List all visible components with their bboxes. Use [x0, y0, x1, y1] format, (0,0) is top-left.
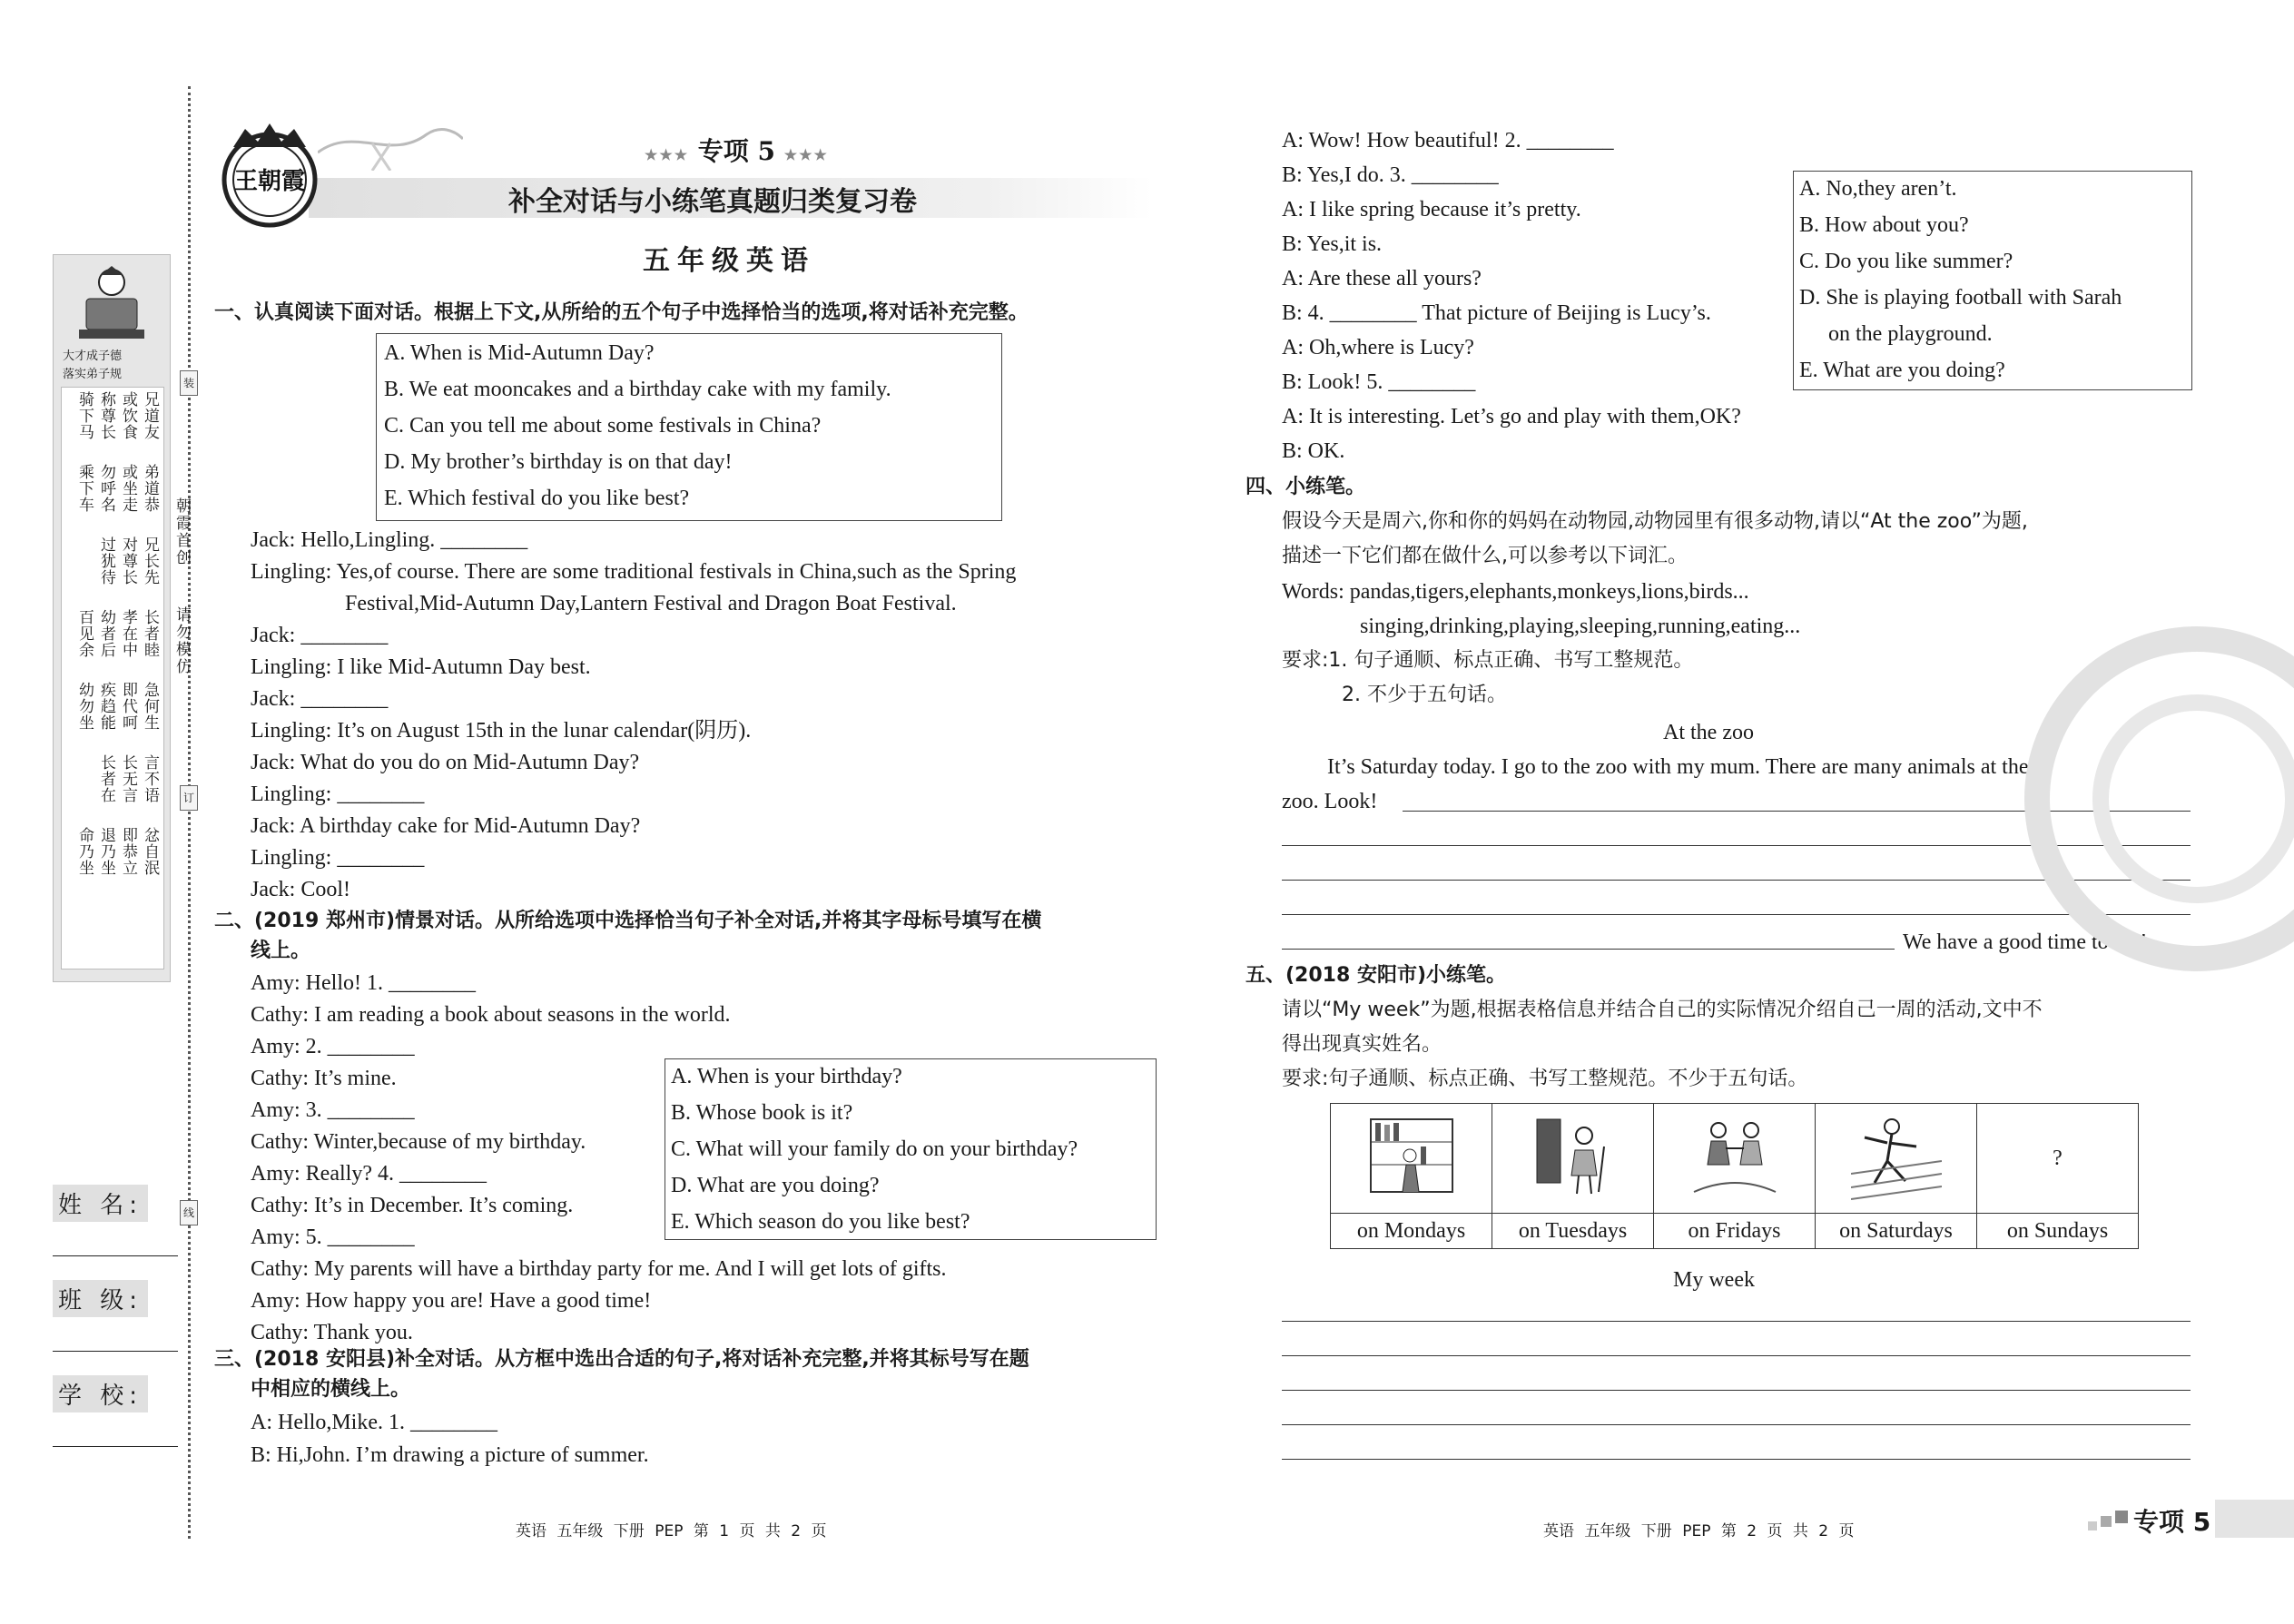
- dialogue-line: Jack: Cool!: [251, 878, 350, 901]
- rule-col: 长无言: [119, 754, 137, 803]
- rule-col: 或饮食: [119, 391, 137, 440]
- class-field[interactable]: [53, 1351, 178, 1352]
- section3-option-c: C. Do you like summer?: [1799, 250, 2013, 273]
- star-icon: ★★★: [645, 146, 690, 163]
- week-table: [1330, 1103, 2139, 1249]
- section1-options-box: [376, 333, 1002, 521]
- school-field[interactable]: [53, 1446, 178, 1447]
- dialogue-line: A: I like spring because it’s pretty.: [1282, 198, 1581, 221]
- rule-col: 勿呼名: [97, 464, 115, 513]
- writing-line[interactable]: [1282, 1355, 2191, 1356]
- dialogue-line: Jack: ________: [251, 624, 389, 647]
- dialogue-line: Amy: 2. ________: [251, 1035, 415, 1058]
- spine-motto-1: 大才成子德: [63, 349, 123, 363]
- name-field[interactable]: [53, 1255, 178, 1256]
- topic-label: [645, 132, 829, 168]
- page-subtitle: 五年级英语: [643, 245, 815, 277]
- dialogue-line: B: Yes,it is.: [1282, 232, 1383, 256]
- day-label: on Tuesdays: [1492, 1214, 1654, 1249]
- rule-col: 幼勿坐: [75, 682, 94, 731]
- writing-line[interactable]: [1282, 914, 2191, 915]
- section3-option-e: E. What are you doing?: [1799, 359, 2005, 382]
- section4-prompt: 假设今天是周六,你和你的妈妈在动物园,动物园里有很多动物,请以“At the zoo”为题,: [1282, 510, 2028, 533]
- writing-line[interactable]: [1282, 1321, 2191, 1322]
- rule-col: 即恭立: [119, 827, 137, 876]
- dialogue-line: A: Are these all yours?: [1282, 267, 1482, 290]
- dialogue-line: Jack: Hello,Lingling. ________: [251, 528, 528, 552]
- rule-col: 百见余: [75, 609, 94, 658]
- dialogue-line: Lingling: Yes,of course. There are some traditional festivals in China,such as the Spring: [251, 560, 1017, 584]
- rule-col: 疾趋能: [97, 682, 115, 731]
- section4-requirement: 要求:1. 句子通顺、标点正确、书写工整规范。: [1282, 649, 1694, 672]
- section3-option-d-cont: on the playground.: [1828, 322, 1993, 346]
- star-icon: ★★★: [783, 146, 829, 163]
- dialogue-line: Amy: How happy you are! Have a good time!: [251, 1289, 652, 1313]
- rule-col: 兄道友: [141, 391, 159, 440]
- essay-opening: It’s Saturday today. I go to the zoo with my mum. There are many animals at the: [1327, 755, 2029, 779]
- rule-col: 弟道恭: [141, 464, 159, 513]
- scholar-icon: [74, 262, 150, 346]
- binding-mark-3: 线: [180, 1200, 198, 1225]
- section4-words-cont: singing,drinking,playing,sleeping,running,eating...: [1360, 615, 1801, 638]
- rule-col: 对尊长: [119, 536, 137, 586]
- dialogue-line: Amy: 5. ________: [251, 1225, 415, 1249]
- rule-col: 孝在中: [119, 609, 137, 658]
- corner-band: [2215, 1500, 2294, 1538]
- section4-words: Words: pandas,tigers,elephants,monkeys,lions,birds...: [1282, 580, 1749, 604]
- section2-option-c: C. What will your family do on your birthday?: [671, 1137, 1078, 1161]
- dialogue-line: Cathy: Thank you.: [251, 1321, 413, 1344]
- section1-option-e: E. Which festival do you like best?: [384, 487, 690, 510]
- dialogue-line: Jack: What do you do on Mid-Autumn Day?: [251, 751, 640, 774]
- dialogue-line: Cathy: It’s mine.: [251, 1067, 397, 1090]
- spine-motto-2: 落实弟子规: [63, 368, 123, 381]
- friday-picture: [1654, 1104, 1816, 1214]
- binding-mark-2: 订: [180, 785, 198, 811]
- perforation-line: [188, 86, 191, 1539]
- rule-col: 退乃坐: [97, 827, 115, 876]
- rule-col: 忿自泯: [141, 827, 159, 876]
- section3-options-box: [1793, 171, 2192, 390]
- dialogue-line: Amy: Hello! 1. ________: [251, 971, 476, 995]
- watermark-seal-inner: [2092, 694, 2294, 903]
- spine-note-1: 朝霞首创: [172, 497, 191, 566]
- rule-col: 即代呵: [119, 682, 137, 731]
- section1-option-d: D. My brother’s birthday is on that day!: [384, 450, 733, 474]
- logo-seal-icon: [211, 116, 329, 234]
- essay-closing: We have a good time today!: [1903, 930, 2148, 954]
- section1-option-a: A. When is Mid-Autumn Day?: [384, 341, 655, 365]
- rule-col: 急何生: [141, 682, 159, 731]
- section5-prompt: 请以“My week”为题,根据表格信息并结合自己的实际情况介绍自己一周的活动,文中不: [1282, 999, 2043, 1021]
- section3-heading-cont: 中相应的横线上。: [251, 1378, 411, 1401]
- section1-option-b: B. We eat mooncakes and a birthday cake with my family.: [384, 378, 891, 401]
- essay-title: At the zoo: [1663, 721, 1754, 744]
- section1-option-c: C. Can you tell me about some festivals in China?: [384, 414, 822, 438]
- dialogue-line: A: Hello,Mike. 1. ________: [251, 1411, 497, 1434]
- dialogue-line: Amy: Really? 4. ________: [251, 1162, 487, 1186]
- day-label: on Sundays: [1977, 1214, 2139, 1249]
- dialogue-line: B: Yes,I do. 3. ________: [1282, 163, 1499, 187]
- dialogue-line: A: It is interesting. Let’s go and play with them,OK?: [1282, 405, 1741, 428]
- writing-line[interactable]: [1282, 1424, 2191, 1425]
- section5-requirement: 要求:句子通顺、标点正确、书写工整规范。不少于五句话。: [1282, 1068, 1808, 1090]
- rule-col: 长者在: [97, 754, 115, 803]
- dialogue-line: Festival,Mid-Autumn Day,Lantern Festival and Dragon Boat Festival.: [345, 592, 957, 615]
- logo-text: 王朝霞: [233, 168, 306, 195]
- monday-picture: [1331, 1104, 1492, 1214]
- sunday-picture: ?: [1977, 1104, 2139, 1214]
- writing-line[interactable]: [1282, 1459, 2191, 1460]
- dialogue-line: B: Hi,John. I’m drawing a picture of summer.: [251, 1443, 649, 1467]
- rule-col: 言不语: [141, 754, 159, 803]
- section1-heading: 一、认真阅读下面对话。根据上下文,从所给的五个句子中选择恰当的选项,将对话补充完整。: [214, 301, 1029, 324]
- dialogue-line: B: OK.: [1282, 439, 1345, 463]
- dialogue-line: Cathy: I am reading a book about seasons in the world.: [251, 1003, 731, 1027]
- rule-col: 过犹待: [97, 536, 115, 586]
- section2-option-a: A. When is your birthday?: [671, 1065, 902, 1088]
- day-label: on Fridays: [1654, 1214, 1816, 1249]
- essay2-title: My week: [1673, 1268, 1755, 1292]
- section5-prompt-cont: 得出现真实姓名。: [1282, 1033, 1442, 1056]
- rule-col: 幼者后: [97, 609, 115, 658]
- rule-col: 兄长先: [141, 536, 159, 586]
- writing-line[interactable]: [1282, 949, 1895, 950]
- binding-mark-1: 装: [180, 370, 198, 396]
- tuesday-picture: [1492, 1104, 1654, 1214]
- ribbon-icon: [318, 116, 463, 171]
- skating-icon: [1851, 1110, 1942, 1201]
- dialogue-line: Cathy: My parents will have a birthday party for me. And I will get lots of gifts.: [251, 1257, 947, 1281]
- rule-col: 长者睦: [141, 609, 159, 658]
- corner-squares-icon: [2088, 1509, 2130, 1532]
- essay-opening-cont: zoo. Look!: [1282, 790, 1378, 813]
- corner-topic: 专项 5: [2133, 1507, 2211, 1537]
- dialogue-line: B: 4. ________ That picture of Beijing is Lucy’s.: [1282, 301, 1711, 325]
- dialogue-line: Cathy: It’s in December. It’s coming.: [251, 1194, 574, 1217]
- section3-heading: 三、(2018 安阳县)补全对话。从方框中选出合适的句子,将对话补充完整,并将其标号写在题: [214, 1348, 1029, 1371]
- section3-option-a: A. No,they aren’t.: [1799, 177, 1957, 201]
- rules-panel: [53, 254, 171, 982]
- saturday-picture: [1816, 1104, 1977, 1214]
- dialogue-line: Amy: 3. ________: [251, 1098, 415, 1122]
- section4-prompt-cont: 描述一下它们都在做什么,可以参考以下词汇。: [1282, 545, 1688, 567]
- section2-option-d: D. What are you doing?: [671, 1174, 880, 1197]
- section4-requirement-2: 2. 不少于五句话。: [1342, 684, 1507, 706]
- dialogue-line: B: Look! 5. ________: [1282, 370, 1476, 394]
- reading-books-icon: [1366, 1110, 1457, 1201]
- dialogue-line: Jack: ________: [251, 687, 389, 711]
- topic-text: 专项 5: [697, 136, 776, 166]
- rule-col: 或坐走: [119, 464, 137, 513]
- dialogue-line: Lingling: It’s on August 15th in the lunar calendar(阴历).: [251, 719, 752, 743]
- dialogue-line: A: Wow! How beautiful! 2. ________: [1282, 129, 1614, 153]
- dialogue-line: Lingling: ________: [251, 846, 425, 870]
- rule-col: 命乃坐: [75, 827, 94, 876]
- day-label: on Saturdays: [1816, 1214, 1977, 1249]
- spine-note-2: 请勿模仿: [172, 606, 191, 675]
- writing-line[interactable]: [1282, 1390, 2191, 1391]
- footer-right: 英语 五年级 下册 PEP 第 2 页 共 2 页: [1543, 1522, 1855, 1540]
- rule-col: 称尊长: [97, 391, 115, 440]
- section5-heading: 五、(2018 安阳市)小练笔。: [1245, 964, 1506, 987]
- school-label: 学 校:: [53, 1375, 148, 1412]
- class-label: 班 级:: [53, 1280, 148, 1317]
- section2-heading: 二、(2019 郑州市)情景对话。从所给选项中选择恰当句子补全对话,并将其字母标号填写在横: [214, 910, 1042, 932]
- dialogue-line: A: Oh,where is Lucy?: [1282, 336, 1474, 359]
- section3-option-d: D. She is playing football with Sarah: [1799, 286, 2122, 310]
- section4-heading: 四、小练笔。: [1245, 476, 1366, 498]
- dialogue-line: Cathy: Winter,because of my birthday.: [251, 1130, 586, 1154]
- section3-option-b: B. How about you?: [1799, 213, 1969, 237]
- rule-col: 乘下车: [75, 464, 94, 513]
- section2-option-e: E. Which season do you like best?: [671, 1210, 970, 1234]
- dialogue-line: Jack: A birthday cake for Mid-Autumn Day?: [251, 814, 641, 838]
- section2-option-b: B. Whose book is it?: [671, 1101, 853, 1125]
- section2-options-box: [665, 1058, 1157, 1240]
- name-label: 姓 名:: [53, 1185, 148, 1222]
- rule-col: 骑下马: [75, 391, 94, 440]
- rules-text: [61, 387, 164, 969]
- page-title: 补全对话与小练笔真题归类复习卷: [508, 186, 917, 218]
- day-label: on Mondays: [1331, 1214, 1492, 1249]
- dialogue-line: Lingling: ________: [251, 782, 425, 806]
- playing-kids-icon: [1689, 1110, 1780, 1201]
- dialogue-line: Lingling: I like Mid-Autumn Day best.: [251, 655, 591, 679]
- section2-heading-cont: 线上。: [251, 940, 311, 962]
- footer-left: 英语 五年级 下册 PEP 第 1 页 共 2 页: [516, 1522, 827, 1540]
- sweeping-icon: [1528, 1110, 1619, 1201]
